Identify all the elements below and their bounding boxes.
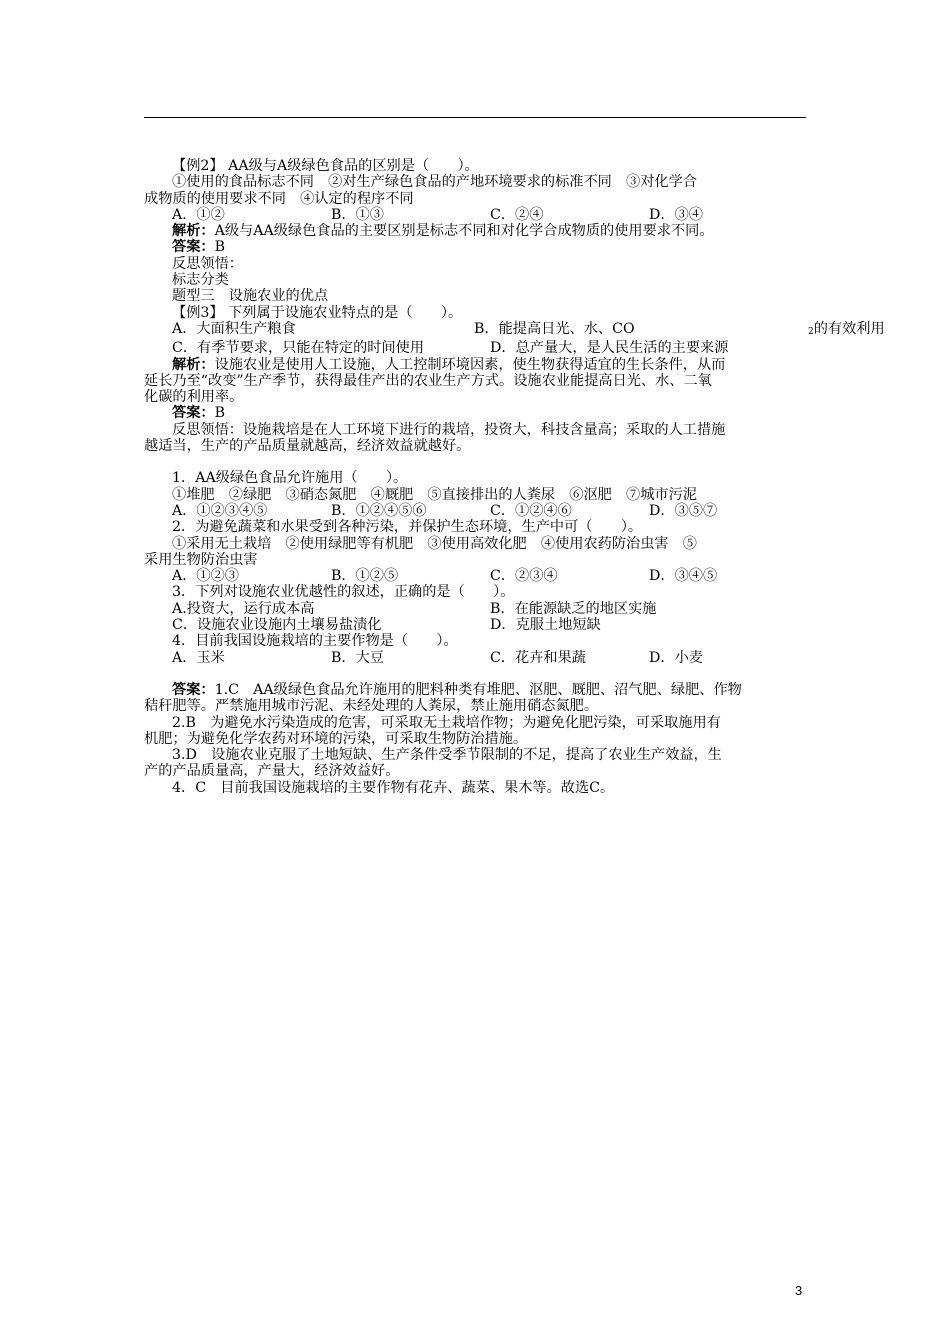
example3-reflect-line1: 反思领悟：设施栽培是在人工环境下进行的栽培，投资大，科技含量高；采取的人工措施 [172,421,726,438]
option-a: A．大面积生产粮食 [172,320,296,337]
answer3-line2: 产的产品质量高，产量大，经济效益好。 [144,763,400,780]
option-b: B．①②④⑤⑥ [331,502,427,519]
option-a: A.投资大，运行成本高 [172,600,315,617]
option-c: C．②③④ [490,568,558,585]
question3: 3．下列对设施农业优越性的叙述，正确的是（ ）。 [172,584,515,601]
question4-options [172,650,808,666]
option-b: B．①②⑤ [331,568,399,585]
example2-options [172,207,808,223]
answer1-line1: 答案：1.C AA级绿色食品允许施用的肥料种类有堆肥、沤肥、厩肥、沼气肥、绿肥、作物 [172,681,742,698]
example3-analysis-line1: 解析：设施农业是使用人工设施，人工控制环境因素，使生物获得适宜的生长条件，从而 [172,356,726,373]
example3-question: 【例3】 下列属于设施农业特点的是（ ）。 [172,304,463,321]
option-c: C．②④ [490,206,544,223]
header-rule [144,117,806,118]
option-a: A．①②③④⑤ [172,502,268,519]
example2-stem-line1: ①使用的食品标志不同 ②对生产绿色食品的产地环境要求的标准不同 ③对化学合 [172,174,697,191]
type3-heading: 题型三 设施农业的优点 [172,288,329,305]
example2-answer: 答案：B [172,239,226,256]
option-d: D．③④ [649,206,703,223]
example3-options-row2 [172,340,808,356]
option-a: A．①②③ [172,568,239,585]
question3-options-row2 [172,617,808,633]
page-number: 3 [795,1283,803,1298]
option-b: B．大豆 [331,649,384,666]
example3-answer: 答案：B [172,405,226,422]
example2-analysis: 解析：A级与AA级绿色食品的主要区别是标志不同和对化学合成物质的使用要求不同。 [172,223,714,240]
option-d: D．总产量大，是人民生活的主要来源 [490,340,729,357]
answer4: 4．C 目前我国设施栽培的主要作物有花卉、蔬菜、果木等。故选C。 [172,779,615,796]
answer2-line2: 机肥；为避免化学农药对环境的污染，可采取生物防治措施。 [144,730,528,747]
example3-reflect-line2: 越适当，生产的产品质量就越高，经济效益就越好。 [144,438,471,455]
answer3-line1: 3.D 设施农业克服了土地短缺、生产条件受季节限制的不足，提高了农业生产效益，生 [172,747,722,764]
example3-options-row1 [172,320,885,340]
option-d: D．③⑤⑦ [649,502,718,519]
question2-items-line2: 采用生物防治虫害 [144,551,258,568]
question2-options [172,568,808,584]
option-b: B．在能源缺乏的地区实施 [490,600,657,617]
option-c: C．花卉和果蔬 [490,649,586,666]
document-body [144,158,885,796]
option-c: C．有季节要求，只能在特定的时间使用 [172,340,425,357]
option-d: D．小麦 [649,649,703,666]
example3-analysis-line3: 化碳的利用率。 [144,389,244,406]
question1-items: ①堆肥 ②绿肥 ③硝态氮肥 ④厩肥 ⑤直接排出的人粪尿 ⑥沤肥 ⑦城市污泥 [172,486,697,503]
option-a: A．①② [172,206,225,223]
example2-question: 【例2】 AA级与A级绿色食品的区别是（ ）。 [172,158,479,174]
option-a: A．玉米 [172,649,225,666]
option-b: B．能提高日光、水、CO $_2$的有效利用 [474,320,885,337]
option-d: D．③④⑤ [649,568,718,585]
option-c: C．①②④⑥ [490,502,572,519]
option-d: D．克服土地短缺 [490,617,601,634]
example2-reflect: 反思领悟： [172,255,243,272]
question2: 2．为避免蔬菜和水果受到各种污染，并保护生态环境，生产中可（ ）。 [172,519,643,536]
option-b: B．①③ [331,206,384,223]
question1-options [172,503,808,519]
example2-stem-line2: 成物质的使用要求不同 ④认定的程序不同 [144,190,414,207]
answer1-line2: 秸秆肥等。严禁施用城市污泥、未经处理的人粪尿，禁止施用硝态氮肥。 [144,698,599,715]
question3-options-row1 [172,601,808,617]
answer2-line1: 2.B 为避免水污染造成的危害，可采取无土栽培作物；为避免化肥污染，可采取施用有 [172,714,721,731]
question1: 1．AA级绿色食品允许施用（ ）。 [172,470,408,487]
question4: 4．目前我国设施栽培的主要作物是（ ）。 [172,633,458,650]
example2-classification: 标志分类 [172,272,229,289]
example3-analysis-line2: 延长乃至“改变”生产季节，获得最佳产出的农业生产方式。设施农业能提高日光、水、二氧 [144,372,712,389]
option-c: C．设施农业设施内土壤易盐渍化 [172,617,382,634]
question2-items-line1: ①采用无土栽培 ②使用绿肥等有机肥 ③使用高效化肥 ④使用农药防治虫害 ⑤ [172,535,697,552]
